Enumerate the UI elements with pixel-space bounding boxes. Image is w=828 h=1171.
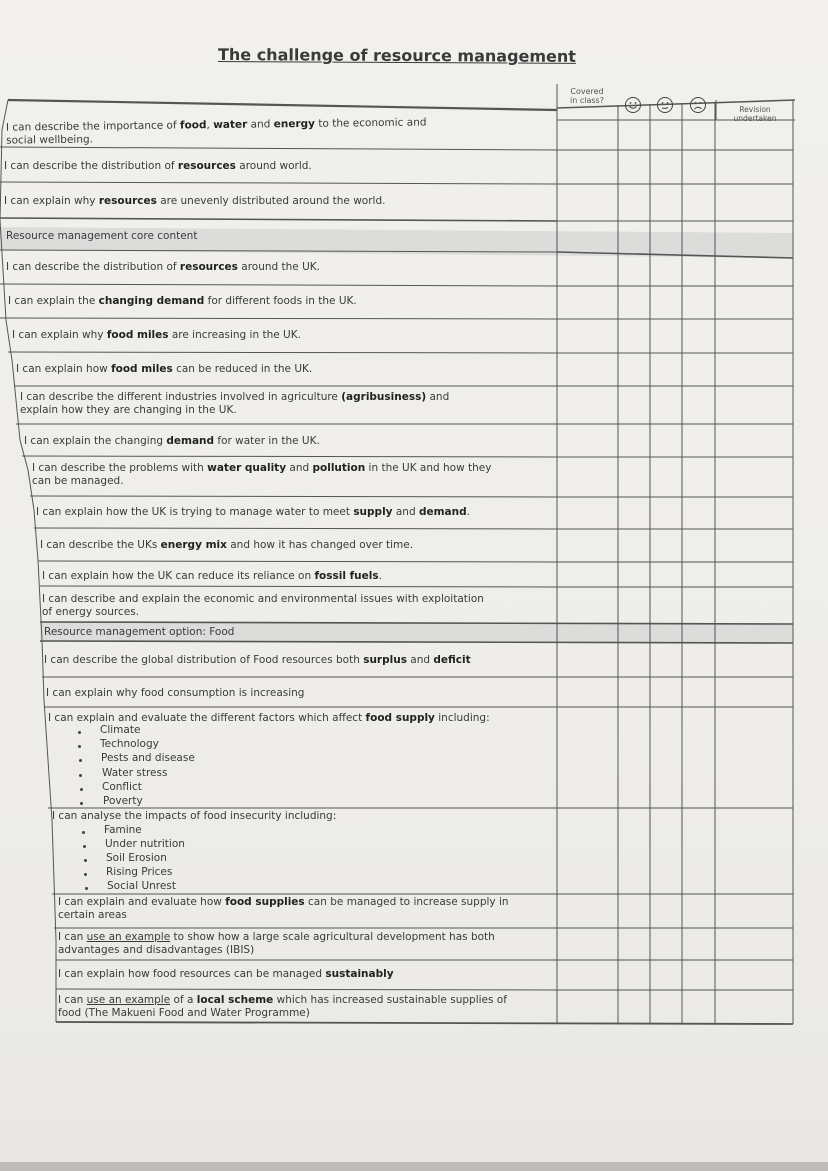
row-large-scale-example: I can use an example to show how a large scale agricultural development has both advantages and disadvantages (IBIS) — [58, 931, 495, 956]
list-item: Conflict — [102, 781, 142, 793]
list-item: Famine — [104, 824, 142, 836]
row-distribution-uk: I can describe the distribution of resources around the UK. — [6, 261, 320, 273]
list-item: Under nutrition — [105, 838, 185, 850]
sad-face-icon — [689, 96, 707, 114]
row-energy-mix: I can describe the UKs energy mix and how it has changed over time. — [40, 539, 414, 551]
happy-face-icon — [624, 96, 642, 114]
row-food-miles-increasing: I can explain why food miles are increasing in the UK. — [12, 329, 301, 341]
row-food-miles-reduced: I can explain how food miles can be reduced in the UK. — [16, 363, 313, 375]
list-item: Pests and disease — [101, 752, 195, 764]
row-sustainable-food: I can explain how food resources can be managed sustainably — [58, 968, 394, 980]
row-changing-demand: I can explain the changing demand for different foods in the UK. — [8, 295, 357, 307]
list-item: Soil Erosion — [106, 852, 167, 864]
row-fossil-fuels: I can explain how the UK can reduce its reliance on fossil fuels. — [42, 570, 382, 582]
row-importance: I can describe the importance of food, water and energy to the economic and social wellbeing. — [5, 116, 427, 147]
revision-header: Revision undertaken — [733, 105, 777, 123]
row-local-scheme: I can use an example of a local scheme which has increased sustainable supplies of food (The Makueni Food and Water Programme) — [58, 994, 507, 1019]
row-food-insecurity: I can analyse the impacts of food insecurity including: — [52, 810, 337, 822]
list-item: Water stress — [102, 767, 168, 779]
row-water-demand: I can explain the changing demand for water in the UK. — [24, 435, 320, 447]
row-water-management: I can explain how the UK is trying to manage water to meet supply and demand. — [36, 506, 470, 518]
row-uneven-distribution: I can explain why resources are unevenly distributed around the world. — [4, 195, 386, 207]
list-item: Rising Prices — [106, 866, 173, 878]
neutral-face-icon — [656, 96, 674, 114]
row-water-quality: I can describe the problems with water quality and pollution in the UK and how they can be managed. — [32, 462, 492, 487]
list-item: Technology — [100, 738, 159, 750]
section-option-food: Resource management option: Food — [44, 626, 235, 638]
row-energy-exploitation: I can describe and explain the economic and environmental issues with exploitation of energy sources. — [42, 593, 484, 618]
row-agribusiness: I can describe the different industries involved in agriculture (agribusiness) and explain how they are changing in the UK. — [20, 391, 450, 416]
row-food-supply-management: I can explain and evaluate how food supplies can be managed to increase supply in certain areas — [58, 896, 509, 921]
list-item: Social Unrest — [107, 880, 176, 892]
section-core-content: Resource management core content — [6, 230, 198, 242]
row-food-consumption: I can explain why food consumption is increasing — [46, 687, 305, 699]
page-title: The challenge of resource management — [217, 45, 577, 66]
row-food-supply-factors: I can explain and evaluate the different factors which affect food supply including: — [48, 712, 490, 724]
row-global-food-distribution: I can describe the global distribution of Food resources both surplus and deficit — [44, 654, 471, 666]
row-distribution-world: I can describe the distribution of resources around world. — [4, 160, 312, 172]
list-item: Poverty — [103, 795, 143, 807]
list-item: Climate — [100, 724, 141, 736]
scan-edge — [0, 1162, 828, 1171]
covered-header: Covered in class? — [570, 87, 604, 105]
